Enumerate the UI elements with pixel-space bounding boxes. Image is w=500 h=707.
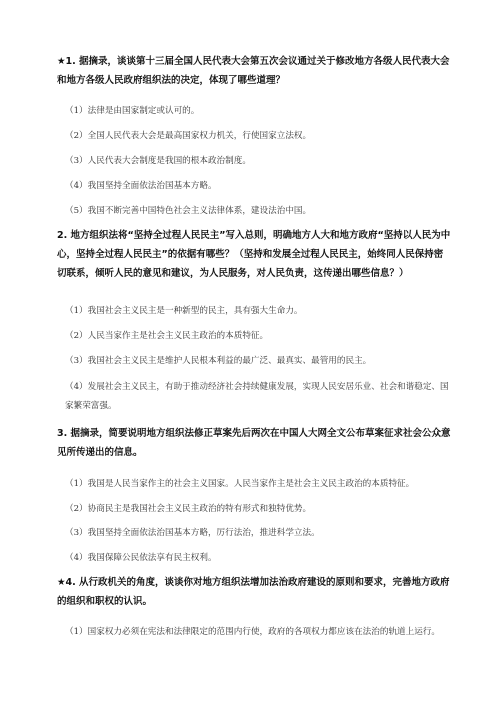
answer-4-1: （1）国家权力必须在宪法和法律限定的范围内行使，政府的各项权力都应该在法治的轨道上运行。: [65, 627, 441, 637]
answer-1-2: （2）全国人民代表大会是最高国家权力机关，行使国家立法权。: [65, 131, 312, 141]
question-3: 3. 据摘录，简要说明地方组织法修正草案先后两次在中国人大网全文公布草案征求社会公众意见所传递出的信息。: [57, 428, 451, 458]
answer-2-1: （1）我国社会主义民主是一种新型的民主，具有强大生命力。: [65, 306, 303, 316]
answer-2-2: （2）人民当家作主是社会主义民主政治的本质特征。: [65, 331, 269, 341]
answer-3-4: （4）我国保障公民依法享有民主权利。: [65, 553, 217, 563]
question-1: ★1. 据摘录，谈谈第十三届全国人民代表大会第五次会议通过关于修改地方各级人民代表大会和地方各级人民政府组织法的决定，体现了哪些道理？: [57, 56, 450, 86]
answer-2-3: （3）我国社会主义民主是维护人民根本利益的最广泛、最真实、最管用的民主。: [65, 356, 372, 366]
answer-2-4: （4）发展社会主义民主，有助于推动经济社会持续健康发展，实现人民安居乐业、社会和谐稳定、国家繁荣富强。: [65, 382, 449, 411]
answer-3-2: （2）协商民主是我国社会主义民主政治的特有形式和独特优势。: [65, 504, 312, 514]
answer-3-1: （1）我国是人民当家作主的社会主义国家。人民当家作主是社会主义民主政治的本质特征。: [65, 479, 415, 489]
answer-3-3: （3）我国坚持全面依法治国基本方略，厉行法治，推进科学立法。: [65, 528, 320, 538]
answer-1-3: （3）人民代表大会制度是我国的根本政治制度。: [65, 156, 251, 166]
answer-1-1: （1）法律是由国家制定或认可的。: [65, 106, 200, 116]
question-4: ★4. 从行政机关的角度，谈谈你对地方组织法增加法治政府建设的原则和要求，完善地方政府的组织和职权的认识。: [57, 577, 450, 607]
answer-1-4: （4）我国坚持全面依法治国基本方略。: [65, 181, 217, 191]
question-2: 2. 地方组织法将“坚持全过程人民民主”写入总则，明确地方人大和地方政府“坚持以人民为中心，坚持全过程人民民主”的依据有哪些？（坚持和发展全过程人民民主，始终同人民保持密切联系，倾听人民的意见和建议，为人民服务，对人民负责，这传递出哪些信息？）: [57, 230, 451, 279]
answer-1-5: （5）我国不断完善中国特色社会主义法律体系，建设法治中国。: [65, 206, 312, 216]
